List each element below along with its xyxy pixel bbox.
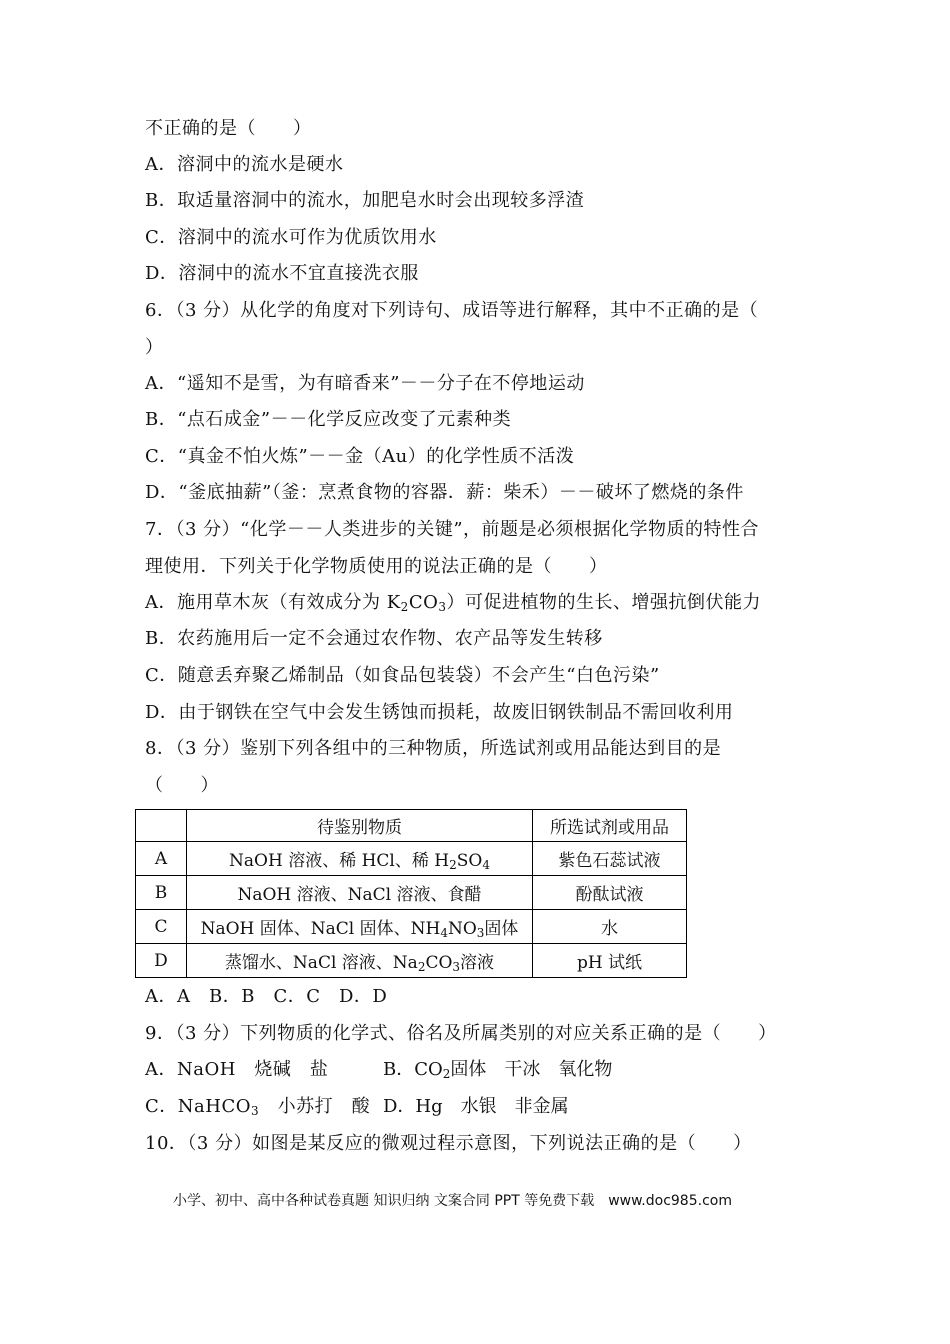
q7-stem: 7．（3 分）“化学－－人类进步的关键”，前题是必须根据化学物质的特性合 (145, 519, 760, 540)
q8-options: A．A B．B C．C D．D (145, 986, 388, 1007)
row-label: B (136, 876, 187, 910)
q5-option-a: A．溶洞中的流水是硬水 (145, 154, 344, 175)
q6-option-c: C．“真金不怕火炼”－－金（Au）的化学性质不活泼 (145, 446, 575, 467)
reagent-cell: 紫色石蕊试液 (533, 842, 687, 876)
reagent-cell: pH 试纸 (533, 944, 687, 978)
q6-option-a: A．“遥知不是雪，为有暗香来”－－分子在不停地运动 (145, 373, 585, 394)
q9-option-c: C．NaHCO$_3$ 小苏打 酸 (145, 1096, 371, 1118)
substances-cell: NaOH 溶液、稀 HCl、稀 $H_2SO_4$ (187, 842, 533, 876)
table-row (136, 910, 687, 944)
reagent-cell: 酚酞试液 (533, 876, 687, 910)
q5-stem-end: 不正确的是（ ） (145, 118, 312, 139)
q9-option-d: D．Hg 水银 非金属 (383, 1096, 569, 1117)
q9-option-a: A．NaOH 烧碱 盐 (145, 1059, 329, 1080)
table-row (136, 876, 687, 910)
q5-option-d: D．溶洞中的流水不宜直接洗衣服 (145, 263, 419, 284)
table-row (136, 944, 687, 978)
q6-option-b: B．“点石成金”－－化学反应改变了元素种类 (145, 409, 512, 430)
q8-stem: 8．（3 分）鉴别下列各组中的三种物质，所选试剂或用品能达到目的是 (145, 738, 722, 759)
q9-stem: 9．（3 分）下列物质的化学式、俗名及所属类别的对应关系正确的是（ ） (145, 1023, 777, 1044)
table-header: 所选试剂或用品 (533, 810, 687, 842)
q10-stem: 10．（3 分）如图是某反应的微观过程示意图，下列说法正确的是（ ） (145, 1133, 752, 1154)
q9-option-b: B．$CO_2$固体 干冰 氧化物 (383, 1059, 613, 1081)
q7-option-d: D．由于钢铁在空气中会发生锈蚀而损耗，故废旧钢铁制品不需回收利用 (145, 702, 734, 723)
table-row (136, 842, 687, 876)
substances-cell: 蒸馏水、NaCl 溶液、$Na_2CO_3$溶液 (187, 944, 533, 978)
table-cell (136, 810, 187, 842)
q8-stem-cont: （ ） (145, 775, 219, 796)
q6-stem-cont: ） (145, 337, 164, 358)
row-label: C (136, 910, 187, 944)
page-footer: 小学、初中、高中各种试卷真题 知识归纳 文案合同 PPT 等免费下载 www.doc985.com (173, 1193, 732, 1209)
substances-cell: NaOH 溶液、NaCl 溶液、食醋 (187, 876, 533, 910)
q8-table (135, 809, 687, 978)
row-label: D (136, 944, 187, 978)
q7-option-c: C．随意丢弃聚乙烯制品（如食品包装袋）不会产生“白色污染” (145, 665, 660, 686)
row-label: A (136, 842, 187, 876)
q5-option-b: B．取适量溶洞中的流水，加肥皂水时会出现较多浮渣 (145, 190, 585, 211)
substances-cell: NaOH 固体、NaCl 固体、$NH_4NO_3$固体 (187, 910, 533, 944)
reagent-cell: 水 (533, 910, 687, 944)
table-header: 待鉴别物质 (187, 810, 533, 842)
q6-stem: 6．（3 分）从化学的角度对下列诗句、成语等进行解释，其中不正确的是（ (145, 300, 759, 321)
q7-option-a: A．施用草木灰（有效成分为 $K_2CO_3$）可促进植物的生长、增强抗倒伏能力 (145, 592, 761, 614)
q7-stem-cont: 理使用．下列关于化学物质使用的说法正确的是（ ） (145, 556, 608, 577)
q7-option-b: B．农药施用后一定不会通过农作物、农产品等发生转移 (145, 628, 603, 649)
q6-option-d: D．“釜底抽薪”（釜：烹煮食物的容器．薪：柴禾）－－破坏了燃烧的条件 (145, 482, 744, 503)
table-header-row (136, 810, 687, 842)
q5-option-c: C．溶洞中的流水可作为优质饮用水 (145, 227, 437, 248)
